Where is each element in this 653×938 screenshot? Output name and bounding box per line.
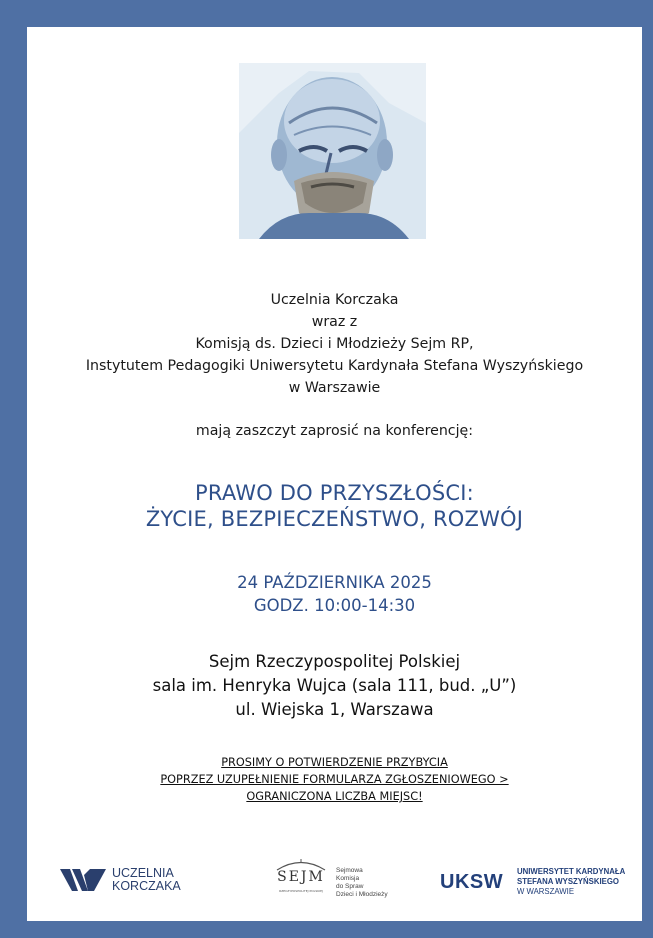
korczak-line-1: UCZELNIA <box>112 866 174 880</box>
sejm-subtitle: RZECZYPOSPOLITEJ POLSKIEJ <box>279 889 323 893</box>
conference-title <box>27 480 642 532</box>
sejm-line-1: Sejmowa <box>336 867 363 874</box>
confirm-line-3[interactable]: OGRANICZONA LICZBA MIEJSC! <box>246 790 423 803</box>
venue-line-1: Sejm Rzeczypospolitej Polskiej <box>208 652 461 671</box>
event-time: GODZ. 10:00-14:30 <box>253 596 416 615</box>
confirm-line-2[interactable]: POPRZEZ UZUPEŁNIENIE FORMULARZA ZGŁOSZENIOWEGO > <box>160 773 509 786</box>
organizer-name: Uczelnia Korczaka <box>270 292 399 308</box>
event-datetime <box>27 571 642 617</box>
conjunction: wraz z <box>311 314 358 330</box>
korczak-logo-text <box>112 867 181 893</box>
sejm-line-3: do Spraw <box>336 883 364 890</box>
uksw-line-3: W WARSZAWIE <box>517 887 575 896</box>
partner-institute: Instytutem Pedagogiki Uniwersytetu Kardynała Stefana Wyszyńskiego <box>85 358 584 374</box>
uksw-line-1: UNIWERSYTET KARDYNAŁA <box>517 867 626 876</box>
venue-line-3: ul. Wiejska 1, Warszawa <box>235 700 434 719</box>
uksw-full-name <box>517 867 625 897</box>
partner-committee: Komisją ds. Dzieci i Młodzieży Sejm RP, <box>195 336 474 352</box>
sejm-line-4: Dzieci i Młodzieży <box>336 891 388 898</box>
confirm-line-1[interactable]: PROSIMY O POTWIERDZENIE PRZYBYCIA <box>221 756 448 769</box>
portrait-image <box>239 63 426 239</box>
intro-block <box>27 289 642 399</box>
uksw-line-2: STEFANA WYSZYŃSKIEGO <box>517 877 619 886</box>
title-line-1: PRAWO DO PRZYSZŁOŚCI: <box>195 481 474 505</box>
partner-logos <box>27 857 642 907</box>
title-line-2: ŻYCIE, BEZPIECZEŃSTWO, ROZWÓJ <box>145 507 524 531</box>
venue-line-2: sala im. Henryka Wujca (sala 111, bud. „U”) <box>152 676 517 695</box>
invite-text: mają zaszczyt zaprosić na konferencję: <box>195 423 474 439</box>
korczak-line-2: KORCZAKA <box>112 879 181 893</box>
invitation-sheet <box>27 27 642 921</box>
uksw-abbr: UKSW <box>440 871 504 893</box>
sejm-line-2: Komisja <box>336 875 360 882</box>
korczak-logo-icon <box>60 867 108 895</box>
event-venue <box>27 650 642 722</box>
sejm-committee-text <box>336 867 388 899</box>
registration-link[interactable] <box>27 754 642 805</box>
partner-city: w Warszawie <box>288 380 381 396</box>
event-date: 24 PAŹDZIERNIKA 2025 <box>237 573 432 592</box>
sejm-mark: SEJM <box>277 869 325 885</box>
